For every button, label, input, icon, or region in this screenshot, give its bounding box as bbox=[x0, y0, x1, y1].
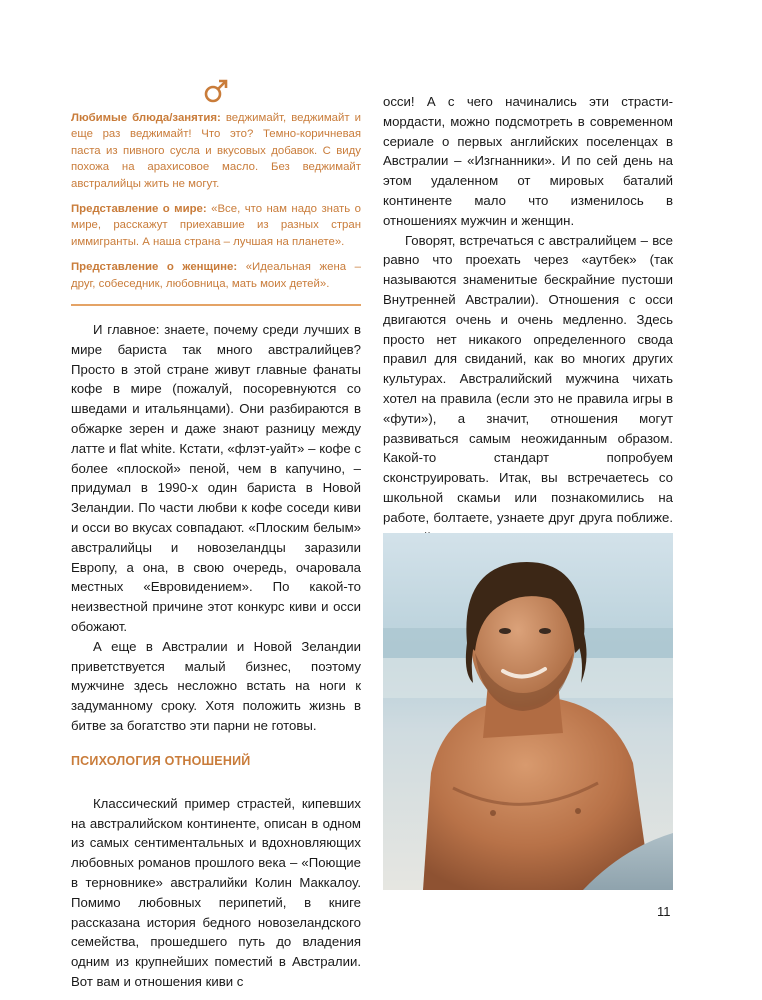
body-paragraph: И главное: знаете, почему среди лучших в мире бариста так много австралийцев? Просто в этой стране живут главные фанаты кофе в мире (пожалуй, посоревнуются со шведами и итальянцами). Они разбираются в обжарке зерен и даже знают разницу между латте и flat white. Кстати, «флэт-уайт» – кофе с более «плоской» пеной, чем в капучино, – придумал в 1990-х один бариста в Новой Зеландии. По части любви к кофе соседи киви и осси во вкусах совпадают. «Плоским белым» австралийцы и новозеландцы заразили Европу, а она, в свою очередь, очаровала местных «Евровидением». По какой-то неизвестной причине этот конкурс киви и осси обожают. bbox=[71, 322, 361, 635]
sidebar-item-favorites: Любимые блюда/занятия: веджимайт, веджимайт и еще раз веджимайт! Что это? Темно-коричневая паста из пивного сусла и вкусовых добавок. С виду похожа на арахисовое масло. Без веджимайт австралийцы жить не могут. bbox=[71, 112, 362, 190]
section-divider bbox=[71, 304, 361, 306]
body-paragraph: Говорят, встречаться с австралийцем – все равно что проехать через «аутбек» (так называются знаменитые бескрайние пустоши Внутренней Австралии). Отношения с осси двигаются очень и очень медленно. Здесь просто нет никакого определенного свода правил для свиданий, как во многих других культурах. Австралийский мужчина чихать хотел на правила (если это не правила игры в «фути»), а значит, отношения могут развиваться самым неожиданным образом. Какой-то стандарт попробуем сконструировать. Итак, вы встречаетесь со школьной скамьи или познакомились на работе, болтаете, узнаете друг друга поближе. bbox=[383, 232, 673, 525]
sidebar-item-woman: Представление о женщине: «Идеальная жена – друг, собеседник, любовница, мать моих детей». bbox=[71, 261, 361, 290]
sidebar-item-worldview: Представление о мире: «Все, что нам надо знать о мире, расскажут приехавшие из разных стран иммигранты. А наша страна – лучшая на планете». bbox=[71, 203, 361, 248]
body-paragraph: А еще в Австралии и Новой Зеландии приветствуется малый бизнес, поэтому мужчине здесь несложно встать на ноги к задуманному сроку. Хотя положить жизнь в битве за богатство эти парни не готовы. bbox=[71, 638, 361, 733]
body-paragraph: Классический пример страстей, кипевших на австралийском континенте, описан в одном из самых сентиментальных и вдохновляющих любовных романов прошлого века – «Поющие в терновнике» австралийки Колин Маккалоу. Помимо любовных перипетий, в книге рассказана история бедного новозеландского семейства, прошедшего путь до владения одним из крупнейших поместий в Австралии. Вот вам и отношения киви с bbox=[71, 795, 361, 989]
sidebar-info-box bbox=[71, 110, 361, 292]
man-illustration bbox=[383, 533, 673, 890]
man-photo bbox=[383, 533, 673, 890]
right-column bbox=[383, 92, 673, 607]
body-paragraph-continuation: осси! А с чего начинались эти страсти-мордасти, можно подсмотреть в современном сериале о первых английских поселенцах в Австралии – «Изгнанники». И по сей день на этом удаленном от мировых баталий континенте мало что изменилось в отношениях мужчин и женщин. bbox=[383, 94, 673, 228]
section-heading: ПСИХОЛОГИЯ ОТНОШЕНИЙ bbox=[71, 753, 251, 768]
male-symbol-icon bbox=[203, 78, 229, 104]
left-column bbox=[71, 68, 361, 992]
page-number: 11 bbox=[657, 904, 671, 919]
